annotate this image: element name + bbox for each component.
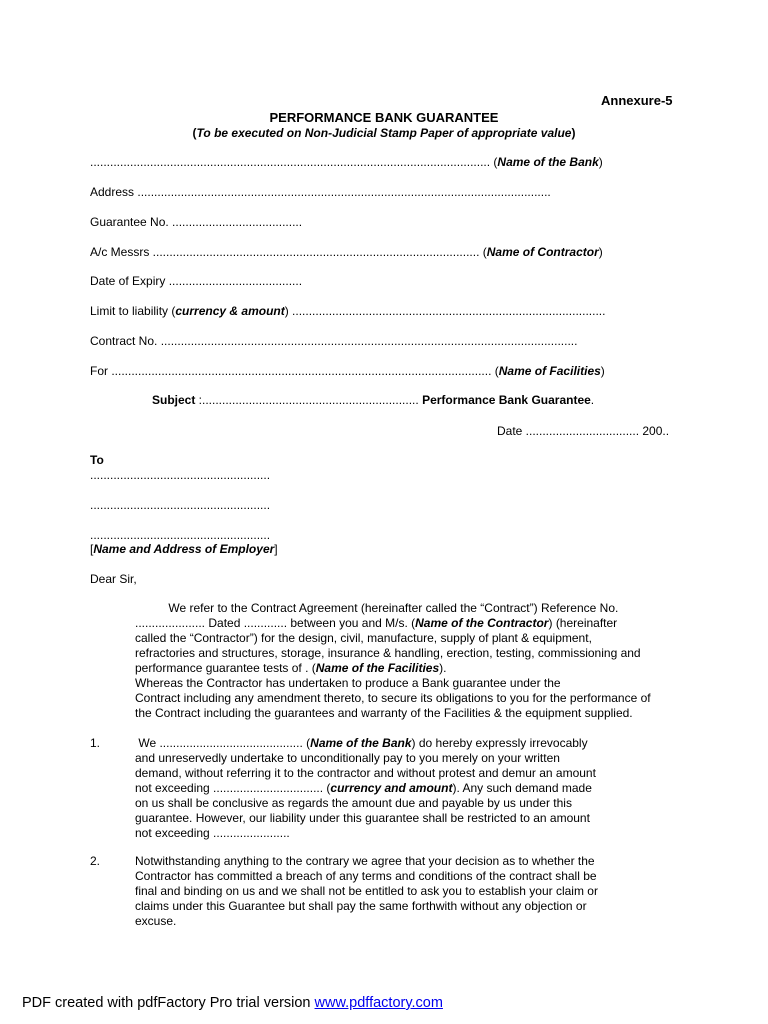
intro-line-5 xyxy=(135,661,680,676)
intro-line-6: Whereas the Contractor has undertaken to produce a Bank guarantee under the xyxy=(135,676,561,690)
subtitle-open: ( xyxy=(192,126,197,140)
ac-messrs-dots: A/c Messrs .................................................................................................. ( xyxy=(90,245,487,259)
limit-label: currency & amount xyxy=(175,304,285,318)
to-label: To xyxy=(90,453,104,467)
clause-2-line-2: Contractor has committed a breach of any terms and conditions of the contract shall be xyxy=(135,869,597,883)
subject-value: Performance Bank Guarantee xyxy=(422,393,591,407)
clause-1-bank-label: Name of the Bank xyxy=(310,736,412,750)
clause-1-line-1 xyxy=(135,736,680,751)
intro-line-7: Contract including any amendment thereto, to secure its obligations to you for the performance of xyxy=(135,691,651,705)
guarantee-no-field: Guarantee No. ....................................... xyxy=(90,215,303,229)
for-prefix: For .................................................................................................................. ( xyxy=(90,364,499,378)
clause-1-line-3: demand, without referring it to the contractor and without protest and demur an amount xyxy=(135,766,596,780)
intro-contractor-label: Name of the Contractor xyxy=(415,616,549,630)
ac-messrs-field xyxy=(90,245,603,260)
subtitle-close: ) xyxy=(571,126,576,140)
intro-line-8: the Contract including the guarantees and warranty of the Facilities & the equipment supplied. xyxy=(135,706,633,720)
intro-line-5-a: performance guarantee tests of . ( xyxy=(135,661,316,675)
intro-line-5-c: ). xyxy=(439,661,447,675)
to-line-2: ...................................................... xyxy=(90,498,271,512)
subject-end: . xyxy=(590,393,595,407)
clause-2-paragraph xyxy=(135,854,680,929)
clause-1-line-2: and unreservedly undertake to unconditionally pay to you merely on your written xyxy=(135,751,560,765)
limit-liability-field xyxy=(90,304,605,319)
clause-2-line-3: final and binding on us and we shall not be entitled to ask you to establish your claim or xyxy=(135,884,598,898)
clause-2-line-5: excuse. xyxy=(135,914,177,928)
pdf-footer xyxy=(22,994,443,1012)
address-field: Address ............................................................................................................................ xyxy=(90,185,551,199)
clause-1-number: 1. xyxy=(90,736,101,750)
intro-paragraph xyxy=(135,601,680,721)
employer-open: [ xyxy=(90,542,94,556)
bank-dots: ........................................................................................................................ ( xyxy=(90,155,498,169)
clause-1-line-7: not exceeding ....................... xyxy=(135,826,290,840)
employer-line xyxy=(90,542,278,557)
annexure-label: Annexure-5 xyxy=(601,93,673,108)
facilities-close: ) xyxy=(600,364,605,378)
to-line-1: ...................................................... xyxy=(90,468,271,482)
subject-label: Subject xyxy=(152,393,196,407)
clause-2-number: 2. xyxy=(90,854,101,868)
employer-label: Name and Address of Employer xyxy=(93,542,275,556)
page-title: PERFORMANCE BANK GUARANTEE xyxy=(269,110,499,125)
clause-1-paragraph xyxy=(135,736,680,841)
intro-line-4: refractories and structures, storage, insurance & handling, erection, testing, commissioning and xyxy=(135,646,641,660)
clause-1-line-1-a: We ........................................... ( xyxy=(135,736,311,750)
clause-1-line-6: guarantee. However, our liability under this guarantee shall be restricted to an amount xyxy=(135,811,590,825)
for-facilities-field xyxy=(90,364,605,379)
footer-text: PDF created with pdfFactory Pro trial version xyxy=(22,995,315,1011)
clause-1-line-4 xyxy=(135,781,680,796)
contractor-close: ) xyxy=(598,245,603,259)
intro-line-2 xyxy=(135,616,680,631)
subject-line xyxy=(152,393,594,408)
contractor-label: Name of Contractor xyxy=(486,245,599,259)
clause-1-line-1-c: ) do hereby expressly irrevocably xyxy=(411,736,588,750)
clause-1-amount-label: currency and amount xyxy=(330,781,453,795)
salutation: Dear Sir, xyxy=(90,572,137,586)
clause-1-line-5: on us shall be conclusive as regards the amount due and payable by us under this xyxy=(135,796,572,810)
limit-prefix: Limit to liability ( xyxy=(90,304,176,318)
page-subtitle xyxy=(0,126,768,141)
subject-dots: :................................................................. xyxy=(195,393,423,407)
to-line-3: ...................................................... xyxy=(90,528,271,542)
date-line: Date .................................. 200.. xyxy=(497,424,670,438)
subtitle-text: To be executed on Non-Judicial Stamp Paper of appropriate value xyxy=(196,126,572,140)
intro-line-3: called the “Contractor”) for the design, civil, manufacture, supply of plant & equipment, xyxy=(135,631,592,645)
facilities-label: Name of Facilities xyxy=(498,364,601,378)
limit-suffix: ) .............................................................................................. xyxy=(284,304,606,318)
contract-no-field: Contract No. ............................................................................................................................. xyxy=(90,334,578,348)
clause-2-line-1: Notwithstanding anything to the contrary we agree that your decision as to whether the xyxy=(135,854,595,868)
intro-line-2-a: ..................... Dated ............. between you and M/s. ( xyxy=(135,616,416,630)
intro-line-1: We refer to the Contract Agreement (hereinafter called the “Contract”) Reference No. xyxy=(135,601,619,615)
clause-1-line-4-c: ). Any such demand made xyxy=(452,781,592,795)
bank-close: ) xyxy=(598,155,603,169)
date-of-expiry-field: Date of Expiry ........................................ xyxy=(90,274,303,288)
bank-label: Name of the Bank xyxy=(497,155,599,169)
intro-facilities-label: Name of the Facilities xyxy=(315,661,440,675)
bank-name-field xyxy=(90,155,603,170)
employer-close: ] xyxy=(274,542,278,556)
intro-line-2-c: ) (hereinafter xyxy=(548,616,618,630)
clause-2-line-4: claims under this Guarantee but shall pay the same forthwith without any objection or xyxy=(135,899,587,913)
clause-1-line-4-a: not exceeding ................................. ( xyxy=(135,781,331,795)
footer-link[interactable]: www.pdffactory.com xyxy=(314,995,443,1011)
